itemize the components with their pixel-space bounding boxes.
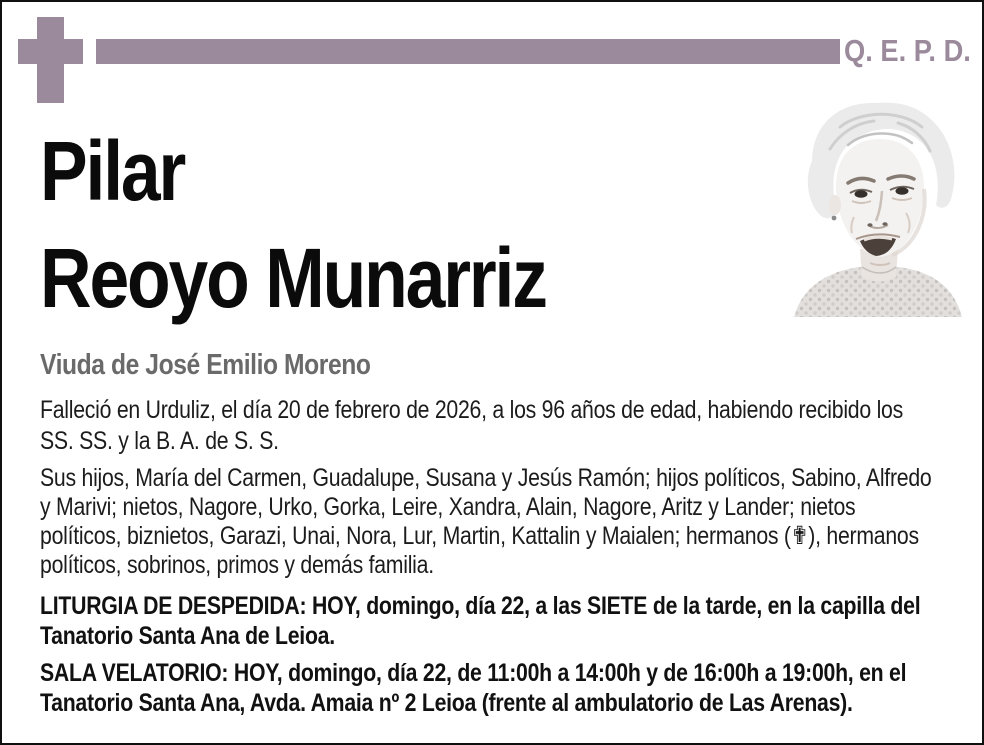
cross-horizontal-arm xyxy=(18,39,83,64)
deceased-last-name: Reoyo Munarriz xyxy=(40,231,546,325)
notice-body xyxy=(40,118,937,718)
qepd-label: Q. E. P. D. xyxy=(844,33,971,68)
deceased-first-name: Pilar xyxy=(40,124,185,218)
header-rule-bar xyxy=(96,39,840,64)
deceased-name xyxy=(40,118,937,332)
latin-cross-icon xyxy=(18,17,83,103)
liturgy-paragraph: LITURGIA DE DESPEDIDA: HOY, domingo, día 22, a las SIETE de la tarde, en la capilla del Tanatorio Santa Ana de Leioa. xyxy=(40,592,921,650)
death-paragraph: Falleció en Urduliz, el día 20 de febrero de 2026, a los 96 años de edad, habiendo recibido los SS. SS. y la B. A. de S. S. xyxy=(40,396,903,455)
relation-subtitle: Viuda de José Emilio Moreno xyxy=(40,349,371,381)
wake-paragraph: SALA VELATORIO: HOY, domingo, día 22, de 11:00h a 14:00h y de 16:00h a 19:00h, en el Tanatorio Santa Ana, Avda. Amaia nº 2 Leioa (frente al ambulatorio de Las Arenas). xyxy=(40,659,907,717)
family-paragraph: Sus hijos, María del Carmen, Guadalupe, Susana y Jesús Ramón; hijos políticos, Sabino, Alfredo y Marivi; nietos, Nagore, Urko, Gorka, Leire, Xandra, Alain, Nagore, Aritz y Lander; nietos políticos, biznietos, Garazi, Unai, Nora, Lur, Martin, Kattalin y Maialen; hermanos (✟), hermanos políticos, sobrinos, primos y demás familia. xyxy=(40,464,932,579)
